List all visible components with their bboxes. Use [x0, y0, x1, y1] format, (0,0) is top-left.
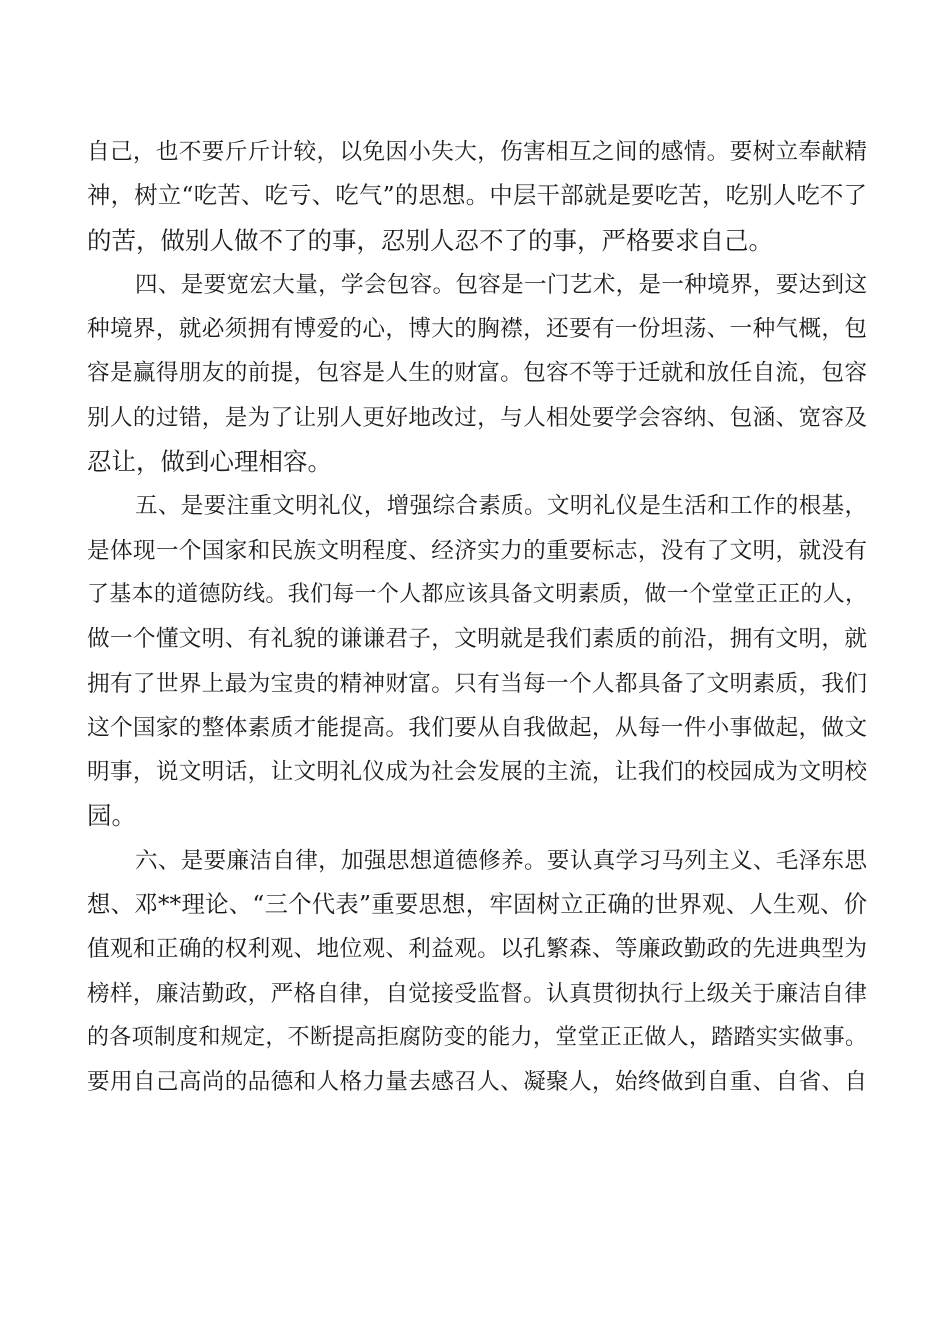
text-line: 种境界，就必须拥有博爱的心，博大的胸襟，还要有一份坦荡、一种气概，包	[87, 316, 867, 343]
paragraph-continuation	[87, 130, 867, 263]
text-line: 明事，说文明话，让文明礼仪成为社会发展的主流，让我们的校园成为文明校	[87, 759, 867, 786]
text-line: 榜样，廉洁勤政，严格自律，自觉接受监督。认真贯彻执行上级关于廉洁自律	[87, 980, 867, 1007]
text-line: 拥有了世界上最为宝贵的精神财富。只有当每一个人都具备了文明素质，我们	[87, 670, 867, 697]
text-line: 这个国家的整体素质才能提高。我们要从自我做起，从每一件小事做起，做文	[87, 714, 867, 741]
text-line: 想、邓**理论、“三个代表”重要思想，牢固树立正确的世界观、人生观、价	[87, 891, 867, 919]
text-line: 园。	[87, 801, 136, 831]
text-line: 神，树立“吃苦、吃亏、吃气”的思想。中层干部就是要吃苦，吃别人吃不了	[87, 182, 867, 210]
text-line: 的苦，做别人做不了的事，忍别人忍不了的事，严格要求自己。	[87, 225, 773, 255]
text-line: 是体现一个国家和民族文明程度、经济实力的重要标志，没有了文明，就没有	[87, 537, 867, 564]
text-line: 容是赢得朋友的前提，包容是人生的财富。包容不等于迁就和放任自流，包容	[87, 360, 867, 387]
paragraph-four	[87, 263, 867, 484]
text-line: 了基本的道德防线。我们每一个人都应该具备文明素质，做一个堂堂正正的人，	[87, 581, 867, 607]
text-line: 忍让，做到心理相容。	[87, 447, 332, 477]
text-line: 值观和正确的权利观、地位观、利益观。以孔繁森、等廉政勤政的先进典型为	[87, 936, 867, 963]
text-line: 自己，也不要斤斤计较，以免因小失大，伤害相互之间的感情。要树立奉献精	[87, 139, 867, 165]
text-line: 六、是要廉洁自律，加强思想道德修养。要认真学习马列主义、毛泽东思	[135, 847, 867, 874]
document-body	[87, 130, 867, 1105]
text-line: 四、是要宽宏大量，学会包容。包容是一门艺术，是一种境界，要达到这	[135, 271, 867, 298]
text-line: 的各项制度和规定，不断提高拒腐防变的能力，堂堂正正做人，踏踏实实做事。	[87, 1024, 867, 1050]
paragraph-six	[87, 839, 867, 1105]
text-line: 要用自己高尚的品德和人格力量去感召人、凝聚人，始终做到自重、自省、自	[87, 1069, 867, 1096]
text-line: 别人的过错，是为了让别人更好地改过，与人相处要学会容纳、包涵、宽容及	[87, 404, 867, 431]
text-line: 五、是要注重文明礼仪，增强综合素质。文明礼仪是生活和工作的根基，	[135, 493, 867, 520]
paragraph-five	[87, 484, 867, 838]
text-line: 做一个懂文明、有礼貌的谦谦君子，文明就是我们素质的前沿，拥有文明，就	[87, 626, 867, 653]
